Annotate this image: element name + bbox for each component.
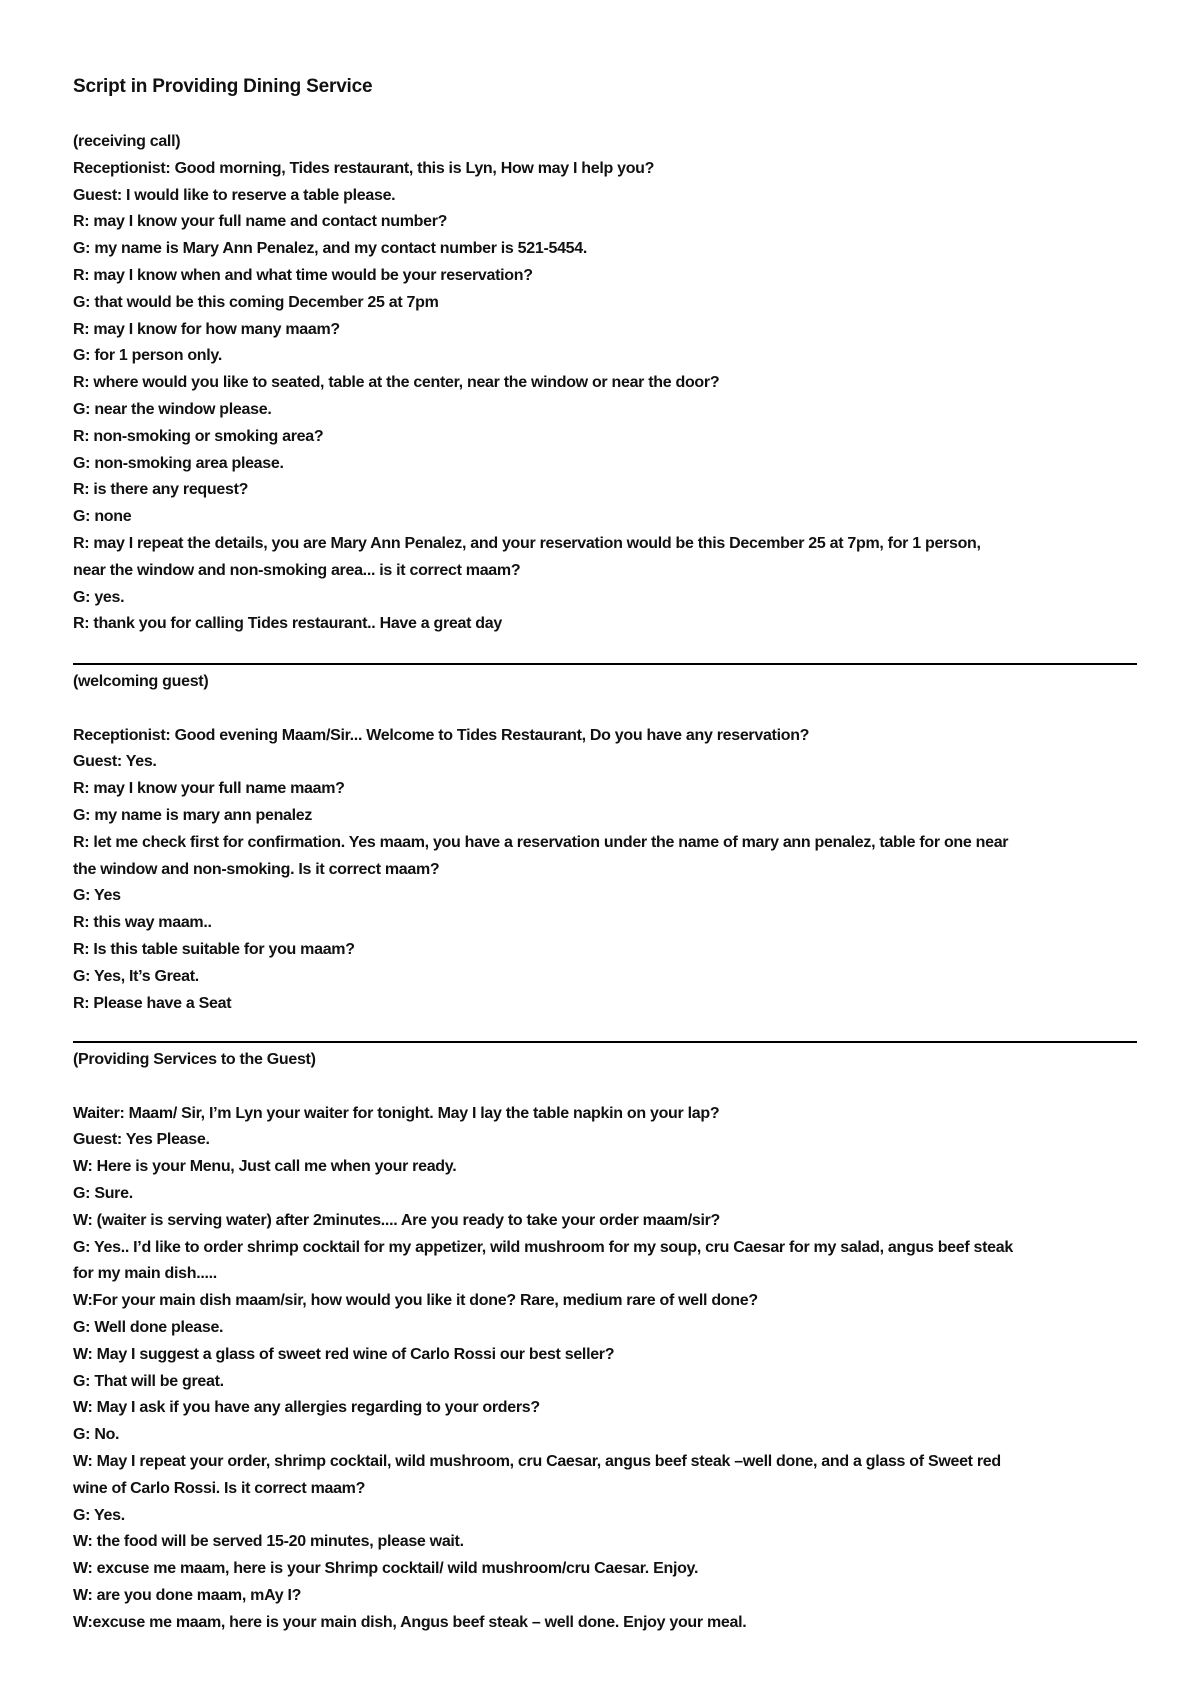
dialogue-line: R: non-smoking or smoking area? xyxy=(73,427,324,445)
dialogue-line: Receptionist: Good morning, Tides restaurant, this is Lyn, How may I help you? xyxy=(73,159,655,177)
dialogue-line: R: may I know for how many maam? xyxy=(73,320,340,338)
dialogue-line: near the window and non-smoking area... is it correct maam? xyxy=(73,561,521,579)
section-divider xyxy=(73,1041,1137,1043)
dialogue-line: R: may I know your full name and contact number? xyxy=(73,213,448,231)
dialogue-line: R: may I know when and what time would be your reservation? xyxy=(73,266,533,284)
section-divider xyxy=(73,663,1137,665)
dialogue-line: Waiter: Maam/ Sir, I’m Lyn your waiter for tonight. May I lay the table napkin on your lap? xyxy=(73,1104,720,1122)
dialogue-line: G: Well done please. xyxy=(73,1318,224,1336)
dialogue-line: wine of Carlo Rossi. Is it correct maam? xyxy=(73,1479,366,1497)
dialogue-line: G: Yes. xyxy=(73,1506,125,1524)
document-title: Script in Providing Dining Service xyxy=(73,76,373,97)
dialogue-line: R: is there any request? xyxy=(73,481,249,499)
dialogue-line: G: Yes, It’s Great. xyxy=(73,967,199,985)
dialogue-line: G: That will be great. xyxy=(73,1372,224,1390)
dialogue-line: R: Is this table suitable for you maam? xyxy=(73,940,355,958)
dialogue-line: W:For your main dish maam/sir, how would you like it done? Rare, medium rare of well done? xyxy=(73,1292,758,1310)
dialogue-line: W: excuse me maam, here is your Shrimp cocktail/ wild mushroom/cru Caesar. Enjoy. xyxy=(73,1560,699,1578)
dialogue-line: G: No. xyxy=(73,1426,120,1444)
dialogue-line: G: my name is mary ann penalez xyxy=(73,806,313,824)
dialogue-line: G: my name is Mary Ann Penalez, and my contact number is 521-5454. xyxy=(73,240,588,258)
dialogue-line: R: thank you for calling Tides restaurant.. Have a great day xyxy=(73,615,502,633)
dialogue-line: G: Sure. xyxy=(73,1184,133,1202)
dialogue-line: G: that would be this coming December 25 at 7pm xyxy=(73,293,439,311)
blank-line xyxy=(73,696,1137,723)
section-heading: (Providing Services to the Guest) xyxy=(73,1051,316,1068)
section-welcoming-guest xyxy=(73,669,1137,1017)
dialogue-line: W:excuse me maam, here is your main dish, Angus beef steak – well done. Enjoy your meal. xyxy=(73,1613,747,1631)
dialogue-line: G: for 1 person only. xyxy=(73,347,222,365)
section-heading: (welcoming guest) xyxy=(73,673,209,690)
dialogue-line: R: where would you like to seated, table at the center, near the window or near the door? xyxy=(73,374,720,392)
section-heading: (receiving call) xyxy=(73,133,181,150)
dialogue-line: W: May I suggest a glass of sweet red wine of Carlo Rossi our best seller? xyxy=(73,1345,615,1363)
dialogue-line: G: Yes xyxy=(73,887,121,905)
dialogue-line: Receptionist: Good evening Maam/Sir... Welcome to Tides Restaurant, Do you have any reservation? xyxy=(73,726,810,744)
dialogue-line: G: yes. xyxy=(73,588,125,606)
dialogue-line: Guest: I would like to reserve a table please. xyxy=(73,186,396,204)
dialogue-line: R: this way maam.. xyxy=(73,914,212,932)
dialogue-line: G: near the window please. xyxy=(73,400,272,418)
dialogue-line: G: none xyxy=(73,508,132,526)
dialogue-line: R: may I know your full name maam? xyxy=(73,780,345,798)
dialogue-line: R: may I repeat the details, you are Mary Ann Penalez, and your reservation would be this December 25 at 7pm, for 1 person, xyxy=(73,534,981,552)
dialogue-line: W: May I repeat your order, shrimp cocktail, wild mushroom, cru Caesar, angus beef steak –well done, and a glass of Sweet red xyxy=(73,1452,1001,1470)
dialogue-line: R: let me check first for confirmation. Yes maam, you have a reservation under the name of mary ann penalez, table for one near xyxy=(73,833,1009,851)
dialogue-line: G: Yes.. I’d like to order shrimp cocktail for my appetizer, wild mushroom for my soup, cru Caesar for my salad, angus beef steak xyxy=(73,1238,1013,1256)
dialogue-line: W: May I ask if you have any allergies regarding to your orders? xyxy=(73,1399,540,1417)
dialogue-line: R: Please have a Seat xyxy=(73,994,232,1012)
dialogue-line: G: non-smoking area please. xyxy=(73,454,284,472)
dialogue-line: W: (waiter is serving water) after 2minutes.... Are you ready to take your order maam/sir? xyxy=(73,1211,720,1229)
dialogue-line: W: the food will be served 15-20 minutes, please wait. xyxy=(73,1533,464,1551)
section-receiving-call xyxy=(73,129,1137,638)
dialogue-line: the window and non-smoking. Is it correct maam? xyxy=(73,860,440,878)
dialogue-line: W: are you done maam, mAy I? xyxy=(73,1586,302,1604)
dialogue-line: Guest: Yes. xyxy=(73,753,157,771)
dialogue-line: W: Here is your Menu, Just call me when your ready. xyxy=(73,1158,457,1176)
dialogue-line: for my main dish..... xyxy=(73,1265,217,1283)
dialogue-line: Guest: Yes Please. xyxy=(73,1131,210,1149)
section-providing-services xyxy=(73,1047,1137,1637)
blank-line xyxy=(73,1074,1137,1101)
